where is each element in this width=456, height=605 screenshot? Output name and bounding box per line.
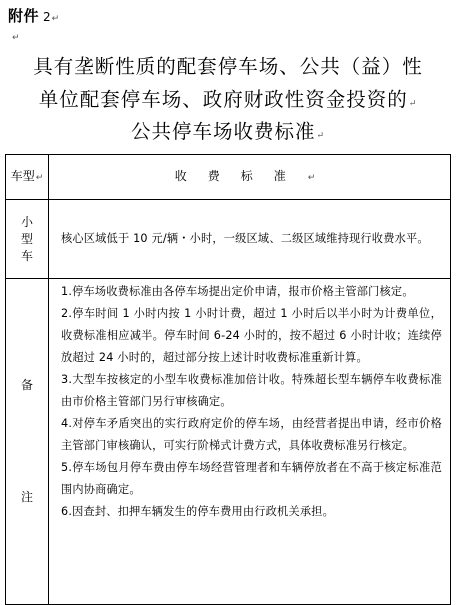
small-car-fee-text: 核心区域低于 10 元/辆・小时，一级区域、二级区域维持现行收费水平。 <box>49 200 451 279</box>
table-header-row <box>6 155 451 200</box>
note-item: 4.对停车矛盾突出的实行政府定价的停车场，由经营者提出申请，经市价格主管部门审核确认，可实行阶梯式计费方式，具体收费标准另行核定。 <box>61 417 442 452</box>
note-item: 3.大型车按核定的小型车收费标准加倍计收。特殊超长型车辆停车收费标准由市价格主管部门另行审核确定。 <box>61 373 442 408</box>
label-small-car: 小 型 车 <box>6 200 49 279</box>
fee-standard-table <box>5 154 451 605</box>
table-row-notes <box>6 279 451 605</box>
title-line-2: 单位配套停车场、政府财政性资金投资的↵ <box>38 88 418 111</box>
header-fee-standard: 收费标准↵ <box>49 155 451 200</box>
notes-content <box>49 279 451 605</box>
note-item: 2.停车时间 1 小时内按 1 小时计费，超过 1 小时后以半小时为计费单位，收费标准相应减半。停车时间 6-24 小时的，按不超过 6 小时计收；连续停放超过 24 小时的，超过部分按上述计时收费标准重新计算。 <box>61 307 442 364</box>
notes-label-char-2: 注 <box>20 490 33 504</box>
paragraph-mark-icon: ↵ <box>51 14 60 24</box>
note-item: 6.因查封、扣押车辆发生的停车费用由行政机关承担。 <box>61 505 334 518</box>
paragraph-mark-icon: ↵ <box>12 33 20 43</box>
table-row-small-car <box>6 200 451 279</box>
title-line-1: 具有垄断性质的配套停车场、公共（益）性 <box>33 55 423 78</box>
note-item: 1.停车场收费标准由各停车场提出定价申请，报市价格主管部门核定。 <box>61 285 414 298</box>
label-notes <box>6 279 49 605</box>
note-item: 5.停车场包月停车费由停车场经营管理者和车辆停放者在不高于核定标准范围内协商确定。 <box>61 461 442 496</box>
attachment-label: 附件 <box>8 7 40 25</box>
notes-label-char-1: 备 <box>20 378 33 392</box>
attachment-heading <box>8 7 59 28</box>
title-line-3: 公共停车场收费标准↵ <box>130 120 326 143</box>
header-vehicle-type: 车型↵ <box>6 155 49 200</box>
attachment-number: 2 <box>43 10 51 24</box>
